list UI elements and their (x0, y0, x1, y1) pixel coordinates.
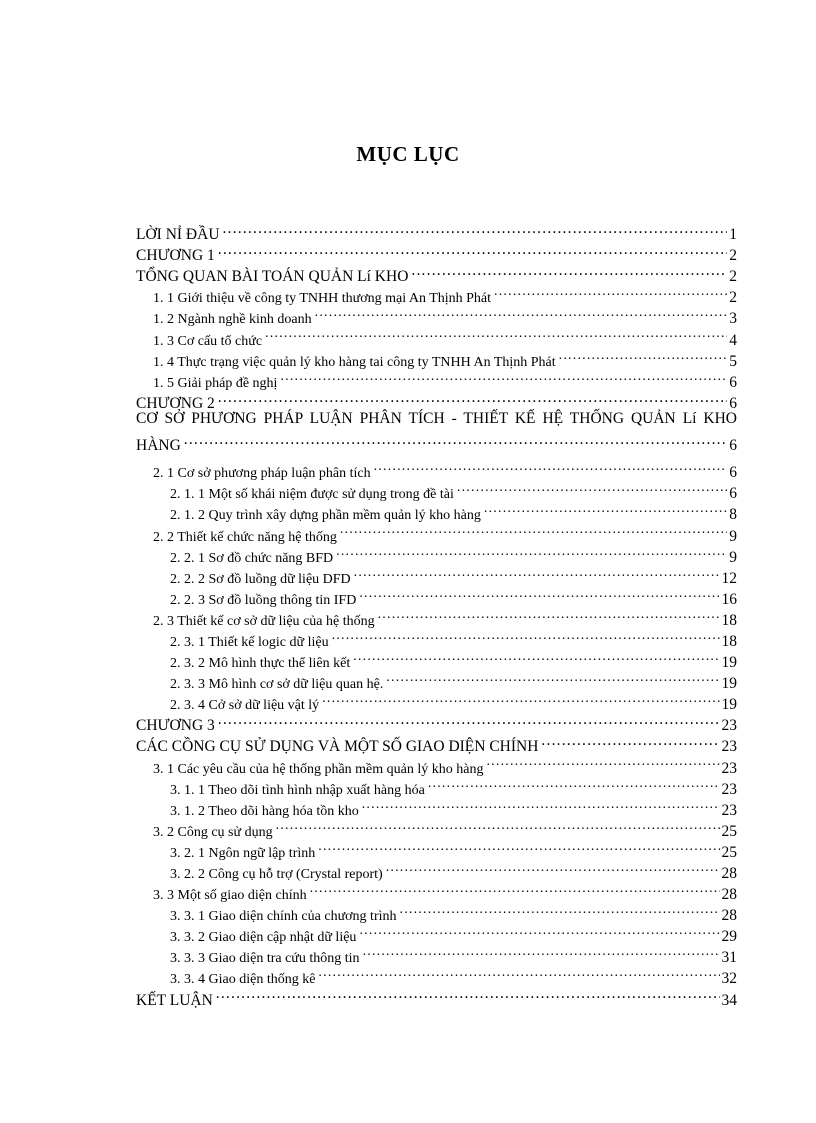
toc-leader-dots (378, 604, 720, 625)
toc-entry[interactable] (153, 281, 737, 307)
toc-entry-label: TỔNG QUAN BÀI TOÁN QUẢN Lí KHO (136, 268, 409, 286)
toc-page-number: 29 (721, 928, 737, 946)
toc-entry-label: HÀNG (136, 437, 181, 455)
toc-entry[interactable] (153, 751, 737, 777)
toc-page-number: 25 (721, 843, 737, 861)
toc-entry[interactable] (170, 625, 737, 650)
toc-leader-dots (216, 983, 720, 1004)
toc-entry[interactable] (170, 941, 737, 967)
toc-entry-label: 2. 3. 2 Mô hình thực thể liên kết (170, 656, 351, 672)
toc-page-number: 6 (729, 485, 737, 503)
toc-page-number: 28 (721, 886, 737, 904)
toc-page-number: 18 (721, 611, 737, 629)
toc-leader-dots (340, 519, 727, 540)
toc-leader-dots (494, 281, 727, 302)
toc-leader-dots (218, 239, 727, 260)
toc-leader-dots (484, 498, 727, 519)
toc-page-number: 23 (721, 780, 737, 798)
toc-leader-dots (276, 815, 720, 836)
toc-entry[interactable] (170, 962, 737, 988)
toc-entry-label: 1. 4 Thực trạng việc quản lý kho hàng tai công ty TNHH An Thịnh Phát (153, 354, 556, 370)
toc-page-number: 1 (729, 226, 737, 244)
toc-leader-dots (218, 387, 727, 408)
toc-entry[interactable] (153, 878, 737, 904)
toc-entry[interactable] (153, 366, 737, 391)
toc-leader-dots (184, 429, 727, 450)
toc-leader-dots (400, 899, 720, 920)
toc-entry[interactable] (170, 583, 737, 608)
toc-entry-label: 3. 2 Công cụ sử dụng (153, 824, 273, 840)
toc-entry-label: 1. 1 Giới thiệu về công ty TNHH thương mại An Thịnh Phát (153, 291, 492, 307)
toc-leader-dots (265, 323, 727, 344)
toc-entry[interactable] (153, 345, 737, 370)
toc-page-number: 23 (721, 738, 737, 756)
toc-page-number: 2 (729, 268, 737, 286)
toc-page-number: 34 (721, 991, 737, 1009)
toc-entry-label: 2. 1 Cơ sở phương pháp luận phân tích (153, 466, 371, 482)
toc-entry-label: 3. 3. 4 Giao diện thống kê (170, 972, 316, 988)
toc-entry-label: 2. 2. 3 Sơ đồ luồng thông tin IFD (170, 592, 357, 608)
toc-page-number: 23 (721, 801, 737, 819)
toc-entry-label: CHƯƠNG 1 (136, 247, 215, 265)
toc-leader-dots (354, 562, 720, 583)
toc-leader-dots (411, 260, 727, 281)
toc-page-number: 28 (721, 865, 737, 882)
toc-entry[interactable] (136, 387, 737, 412)
toc-entry-line2 (136, 429, 737, 456)
toc-leader-dots (541, 730, 719, 751)
toc-page-number: 9 (729, 527, 737, 545)
toc-entry[interactable] (153, 604, 737, 629)
toc-entry-label: CÁC CỒNG CỤ SỬ DỤNG VÀ MỘT SỐ GIAO DIỆN CHÍNH (136, 738, 539, 756)
toc-entry[interactable] (136, 408, 737, 456)
toc-page-number: 8 (729, 506, 737, 524)
toc-entry-label: 2. 3. 3 Mô hình cơ sở dữ liệu quan hệ. (170, 677, 384, 693)
toc-entry[interactable] (170, 773, 737, 798)
toc-entry-label: KẾT LUẬN (136, 991, 213, 1009)
toc-leader-dots (362, 794, 720, 815)
table-of-contents (0, 218, 816, 1009)
toc-entry-label: 1. 5 Giải pháp đề nghị (153, 375, 278, 391)
toc-entry[interactable] (170, 541, 737, 566)
toc-entry-label: CHƯƠNG 2 (136, 394, 215, 412)
toc-entry[interactable] (136, 239, 737, 265)
toc-entry[interactable] (136, 730, 737, 756)
toc-entry[interactable] (170, 498, 737, 524)
toc-page-number: 19 (721, 675, 737, 693)
toc-entry[interactable] (136, 218, 737, 244)
toc-entry-label: CHƯƠNG 3 (136, 717, 215, 735)
toc-leader-dots (218, 709, 720, 730)
toc-entry-label: 2. 1. 1 Một số khái niệm được sử dụng trong đề tài (170, 487, 454, 503)
toc-entry-label: 1. 3 Cơ cấu tổ chức (153, 333, 263, 349)
toc-leader-dots (457, 477, 727, 498)
toc-entry-label: 2. 1. 2 Quy trình xây dựng phần mềm quản lý kho hàng (170, 508, 481, 524)
toc-leader-dots (322, 688, 719, 709)
toc-entry-label: 1. 2 Ngành nghề kinh doanh (153, 312, 312, 328)
toc-entry-label: 3. 1. 1 Theo dõi tình hình nhập xuất hàng hóa (170, 782, 425, 798)
toc-page-number: 19 (721, 696, 737, 714)
toc-entry-label: 2. 3. 1 Thiết kế logic dữ liệu (170, 634, 329, 650)
toc-leader-dots (559, 345, 728, 366)
toc-entry-label: 2. 2. 1 Sơ đồ chức năng BFD (170, 550, 334, 566)
toc-page-number: 31 (721, 949, 737, 967)
toc-page-number: 6 (729, 394, 737, 412)
toc-entry[interactable] (170, 477, 737, 503)
toc-page-number: 16 (721, 590, 737, 608)
toc-page-number: 19 (721, 654, 737, 672)
toc-leader-dots (223, 218, 728, 239)
toc-entry[interactable] (136, 983, 737, 1009)
toc-entry-label: 2. 2. 2 Sơ đồ luồng dữ liệu DFD (170, 571, 351, 587)
toc-entry-label: 2. 2 Thiết kế chức năng hệ thống (153, 529, 337, 545)
toc-leader-dots (318, 836, 719, 857)
toc-page-number: 2 (729, 247, 737, 265)
toc-leader-dots (318, 962, 719, 983)
toc-entry-label-line1: CƠ SỞ PHƯƠNG PHÁP LUẬN PHÂN TÍCH - THIẾT KẾ HỆ THỐNG QUẢN Lí KHO (136, 409, 737, 427)
toc-entry-label: 3. 1. 2 Theo dõi hàng hóa tồn kho (170, 803, 359, 819)
toc-entry[interactable] (136, 709, 737, 735)
toc-entry-label: 3. 2. 1 Ngôn ngữ lập trình (170, 845, 316, 861)
toc-entry-label: 3. 3. 3 Giao diện tra cứu thông tin (170, 951, 360, 967)
toc-entry-label: 2. 3. 4 Cở sở dữ liệu vật lý (170, 698, 320, 714)
toc-leader-dots (386, 667, 719, 688)
toc-entry[interactable] (136, 260, 737, 286)
toc-page-number: 5 (729, 352, 737, 370)
toc-leader-dots (486, 751, 719, 772)
toc-leader-dots (280, 366, 727, 387)
toc-page-number: 23 (721, 759, 737, 777)
toc-page-number: 25 (721, 822, 737, 840)
toc-entry[interactable] (170, 562, 737, 587)
toc-page-number: 32 (721, 970, 737, 988)
toc-leader-dots (353, 646, 719, 667)
toc-page-number: 4 (729, 331, 737, 349)
toc-page-number: 6 (729, 437, 737, 455)
toc-page-number: 18 (721, 632, 737, 650)
toc-leader-dots (386, 857, 720, 878)
toc-entry[interactable] (153, 302, 737, 328)
toc-entry[interactable] (170, 688, 737, 714)
toc-leader-dots (336, 541, 727, 562)
toc-leader-dots (359, 920, 719, 941)
toc-page-number: 6 (729, 464, 737, 482)
toc-entry[interactable] (153, 815, 737, 840)
toc-entry[interactable] (153, 519, 737, 545)
toc-entry-label: 3. 2. 2 Công cụ hỗ trợ (Crystal report) (170, 867, 383, 882)
toc-page-number: 6 (729, 373, 737, 391)
toc-page-number: 9 (729, 548, 737, 566)
toc-page-number: 12 (721, 569, 737, 587)
toc-leader-dots (363, 941, 720, 962)
toc-entry[interactable] (170, 646, 737, 672)
toc-entry[interactable] (170, 920, 737, 946)
toc-page-number: 3 (729, 310, 737, 328)
toc-entry-label: 3. 1 Các yêu cầu của hệ thống phần mềm quản lý kho hàng (153, 761, 484, 777)
toc-entry-label: 3. 3. 1 Giao diện chính của chương trình (170, 909, 397, 925)
toc-entry[interactable] (153, 456, 737, 482)
toc-entry-label: 2. 3 Thiết kế cơ sở dữ liệu của hệ thống (153, 613, 375, 629)
toc-leader-dots (428, 773, 720, 794)
toc-entry-label: LỜI NỈ ĐẦU (136, 226, 220, 244)
page-title: MỤC LỤC (356, 142, 460, 166)
toc-page-number: 28 (721, 907, 737, 925)
toc-entry-label: 3. 3. 2 Giao diện cập nhật dữ liệu (170, 930, 357, 946)
toc-leader-dots (332, 625, 720, 646)
toc-entry[interactable] (153, 323, 737, 349)
toc-entry[interactable] (170, 857, 737, 882)
toc-page-number: 23 (721, 717, 737, 735)
toc-leader-dots (374, 456, 728, 477)
toc-entry[interactable] (170, 836, 737, 861)
toc-entry[interactable] (170, 899, 737, 925)
toc-leader-dots (310, 878, 720, 899)
toc-entry[interactable] (170, 794, 737, 819)
toc-leader-dots (359, 583, 719, 604)
toc-entry-label: 3. 3 Một số giao diện chính (153, 888, 307, 904)
toc-leader-dots (315, 302, 728, 323)
toc-entry[interactable] (170, 667, 737, 693)
toc-page-number: 2 (729, 289, 737, 307)
